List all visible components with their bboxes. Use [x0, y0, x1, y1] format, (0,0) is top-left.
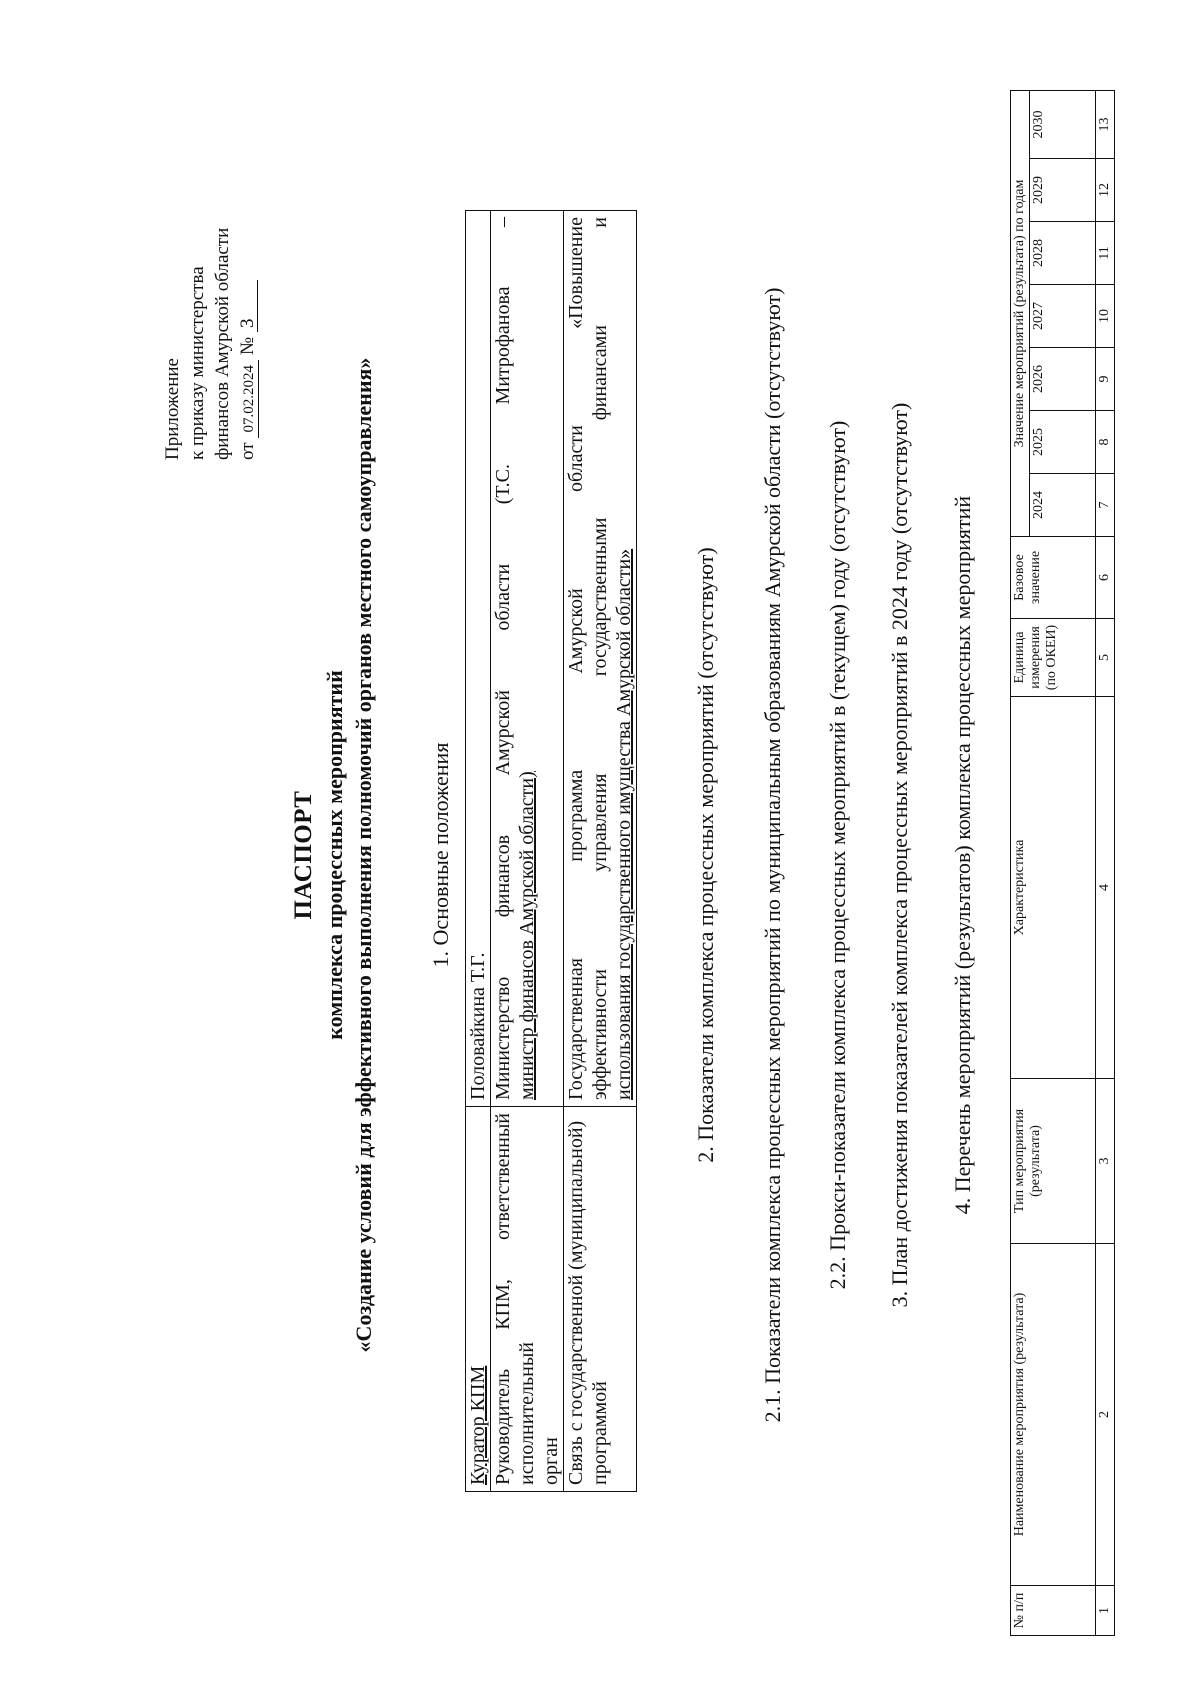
head-value-line-2: министр финансов Амурской области) [516, 771, 538, 1100]
section-heading-3: 3. План достижения показателей комплекса процессных мероприятий в 2024 году (отсутствуют) [887, 402, 912, 1308]
header-year: 2027 [1030, 285, 1096, 348]
header-year: 2025 [1030, 411, 1096, 474]
section-heading-2-1: 2.1. Показатели комплекса процессных мероприятий по муниципальным образованиям Амурской области (отсутствуют) [760, 287, 785, 1423]
column-number: 11 [1096, 222, 1115, 285]
header-num: № п/п [1011, 1586, 1096, 1636]
document-subtitle: комплекса процессных мероприятий [322, 670, 347, 1040]
header-base-value: Базовое значение [1011, 537, 1096, 619]
section-heading-1: 1. Основные положения [428, 742, 453, 968]
head-label-line-1: Руководитель КПМ, ответственный исполнительный [492, 1113, 538, 1485]
section-heading-4: 4. Перечень мероприятий (результатов) комплекса процессных мероприятий [950, 495, 975, 1215]
program-value-line-1: Государственная программа Амурской области «Повышение [565, 217, 587, 1100]
annex-date-line [235, 228, 260, 460]
annex-line-2: к приказу министерства [187, 266, 208, 460]
header-characteristic: Характеристика [1011, 697, 1096, 1079]
annex-number-label: № [237, 336, 258, 355]
column-number: 9 [1096, 348, 1115, 411]
annex-number: 3 [239, 280, 258, 332]
column-number: 6 [1096, 537, 1115, 619]
head-label-line-2: орган [540, 1437, 562, 1485]
column-number: 8 [1096, 411, 1115, 474]
basic-provisions-table [465, 210, 637, 1492]
column-number: 13 [1096, 90, 1115, 158]
annex-header [160, 228, 260, 460]
column-number: 7 [1096, 474, 1115, 537]
column-number: 5 [1096, 619, 1115, 697]
header-unit: Единица измерения (по ОКЕИ) [1011, 619, 1096, 697]
header-year: 2024 [1030, 474, 1096, 537]
row-label [491, 1107, 564, 1492]
row-value: Половайкина Т.Г. [466, 211, 491, 1107]
header-type: Тип мероприятия (результата) [1011, 1079, 1096, 1244]
rotated-document-content [0, 10, 1200, 1700]
row-value [564, 211, 637, 1107]
section-heading-2-2: 2.2. Прокси-показатели комплекса процессных мероприятий в (текущем) году (отсутствуют) [825, 420, 850, 1290]
annex-date: 07.02.2024 [240, 360, 259, 438]
column-number: 2 [1096, 1244, 1115, 1586]
header-year: 2028 [1030, 222, 1096, 285]
header-year: 2030 [1030, 90, 1096, 158]
header-years-group: Значение мероприятий (результата) по годам [1011, 90, 1030, 536]
annex-from-label: от [237, 442, 258, 460]
table-row [564, 211, 637, 1492]
column-number: 1 [1096, 1586, 1115, 1636]
curator-label: Куратор КПМ [467, 1365, 489, 1485]
header-name: Наименование мероприятия (результата) [1011, 1244, 1096, 1586]
column-number: 10 [1096, 285, 1115, 348]
document-title: ПАСПОРТ [290, 790, 317, 920]
column-number: 4 [1096, 697, 1115, 1079]
table-row [491, 211, 564, 1492]
table-row [466, 211, 491, 1492]
section-heading-2: 2. Показатели комплекса процессных мероприятий (отсутствуют) [693, 547, 718, 1163]
annex-line-3: финансов Амурской области [212, 227, 233, 460]
annex-line-1: Приложение [162, 358, 183, 460]
column-numbers-row [1096, 90, 1115, 1635]
column-number: 3 [1096, 1079, 1115, 1244]
complex-name: «Создание условий для эффективного выполнения полномочий органов местного самоуправления» [351, 357, 376, 1353]
program-value-line-3: использования государственного имущества Амурской области» [613, 548, 635, 1100]
head-value-line-1: Министерство финансов Амурской области (Т.С. Митрофанова – [492, 217, 514, 1100]
header-row [1011, 90, 1030, 1635]
header-year: 2026 [1030, 348, 1096, 411]
row-label [466, 1107, 491, 1492]
row-value [491, 211, 564, 1107]
header-year: 2029 [1030, 159, 1096, 222]
column-number: 12 [1096, 159, 1115, 222]
program-value-line-2: эффективности управления государственными финансами и [589, 217, 611, 1100]
measures-table [1010, 90, 1115, 1636]
row-label: Связь с государственной (муниципальной) программой [564, 1107, 637, 1492]
